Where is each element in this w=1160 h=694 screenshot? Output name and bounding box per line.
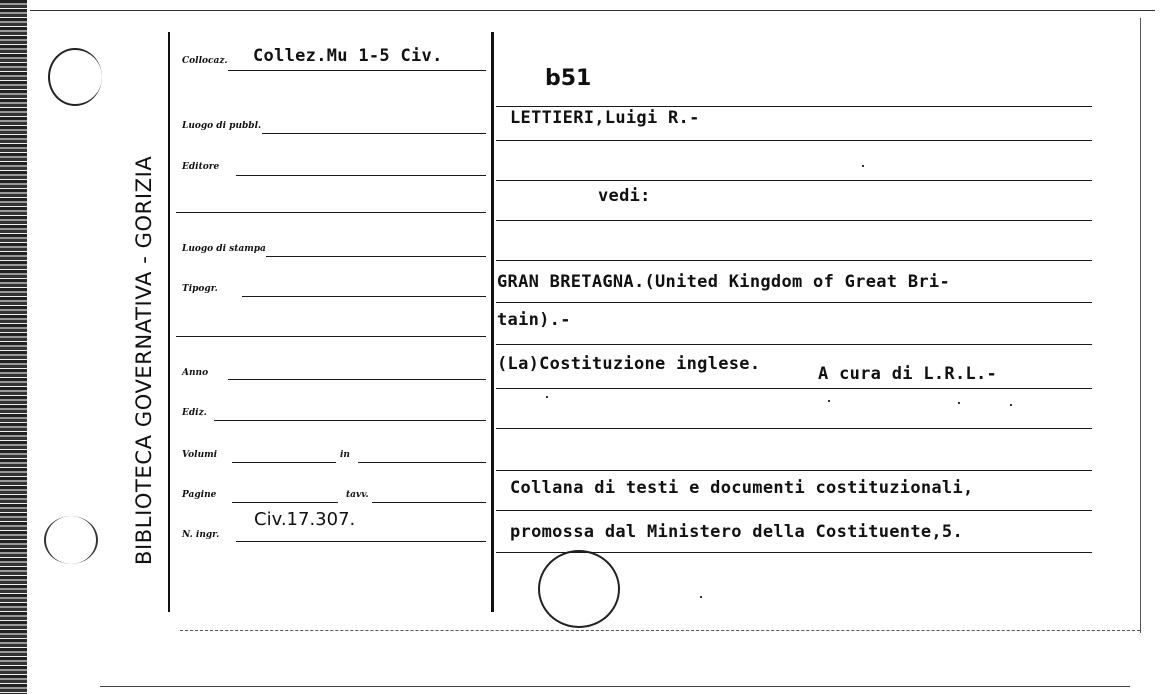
label-volumi: Volumi [182, 450, 218, 460]
rule-r1 [496, 106, 1092, 107]
card-top-border [30, 10, 1155, 11]
entry-title-cura: A cura di L.R.L.- [818, 364, 998, 384]
rule-r8 [496, 388, 1092, 389]
rule-r7 [496, 344, 1092, 345]
entry-series-line1: Collana di testi e documenti costituzionali, [510, 478, 974, 498]
line-luogo-pubbl [262, 133, 486, 134]
binding-edge [0, 0, 27, 694]
value-collocazione: Collez.Mu 1-5 Civ. [253, 46, 443, 66]
speck [958, 402, 960, 404]
label-in: in [340, 450, 350, 460]
label-luogo-stampa: Luogo di stampa [182, 244, 266, 254]
line-ediz [214, 420, 486, 421]
label-ediz: Ediz. [182, 408, 207, 418]
rule-r4 [496, 220, 1092, 221]
rule-r10 [496, 470, 1092, 471]
entry-series-line2: promossa dal Ministero della Costituente,5. [510, 522, 963, 542]
line-tipografia [242, 296, 486, 297]
speck [700, 596, 702, 598]
label-n-ingr: N. ingr. [182, 530, 220, 540]
rule-r3 [496, 180, 1092, 181]
speck [1010, 404, 1012, 406]
label-luogo-pubbl: Luogo di pubbl. [182, 121, 262, 131]
punch-hole-top [48, 48, 102, 106]
line-anno [228, 379, 486, 380]
rule-r2 [496, 140, 1092, 141]
label-pagine: Pagine [182, 490, 217, 500]
card-right-border [1140, 18, 1141, 633]
rule-r12 [496, 552, 1092, 553]
stamp-circle [538, 550, 620, 628]
line-volumi [232, 462, 336, 463]
line-editore-2 [176, 212, 486, 213]
speck [546, 396, 548, 398]
entry-subject-line1: GRAN BRETAGNA.(United Kingdom of Great Bri- [497, 272, 950, 292]
line-tavv [372, 502, 486, 503]
center-divider [491, 32, 494, 612]
speck [862, 165, 864, 167]
rule-r6 [496, 302, 1092, 303]
library-title: BIBLIOTECA GOVERNATIVA - GORIZIA [132, 155, 156, 565]
page-bottom-line [100, 686, 1130, 687]
label-collocazione: Collocaz. [182, 56, 228, 66]
line-n-ingr [236, 541, 486, 542]
entry-author: LETTIERI,Luigi R.- [510, 108, 700, 128]
line-pagine [232, 502, 338, 503]
rule-r5 [496, 260, 1092, 261]
label-editore: Editore [182, 162, 220, 172]
line-luogo-stampa [266, 256, 486, 257]
line-collocazione [228, 70, 486, 71]
entry-vedi: vedi: [598, 186, 651, 206]
card-bottom-dashed [180, 630, 1140, 631]
entry-number: b51 [545, 66, 592, 91]
value-n-ingr: Civ.17.307. [254, 509, 356, 530]
entry-title: (La)Costituzione inglese. [497, 354, 761, 374]
entry-subject-line2: tain).- [497, 310, 571, 330]
label-tavv: tavv. [346, 490, 369, 500]
line-tipografia-2 [176, 336, 486, 337]
label-anno: Anno [182, 368, 209, 378]
speck [828, 400, 830, 402]
left-margin-rule [168, 32, 170, 612]
line-editore [236, 175, 486, 176]
rule-r9 [496, 428, 1092, 429]
label-tipografia: Tipogr. [182, 284, 218, 294]
rule-r11 [496, 510, 1092, 511]
punch-hole-bottom [44, 516, 98, 564]
line-in [358, 462, 486, 463]
